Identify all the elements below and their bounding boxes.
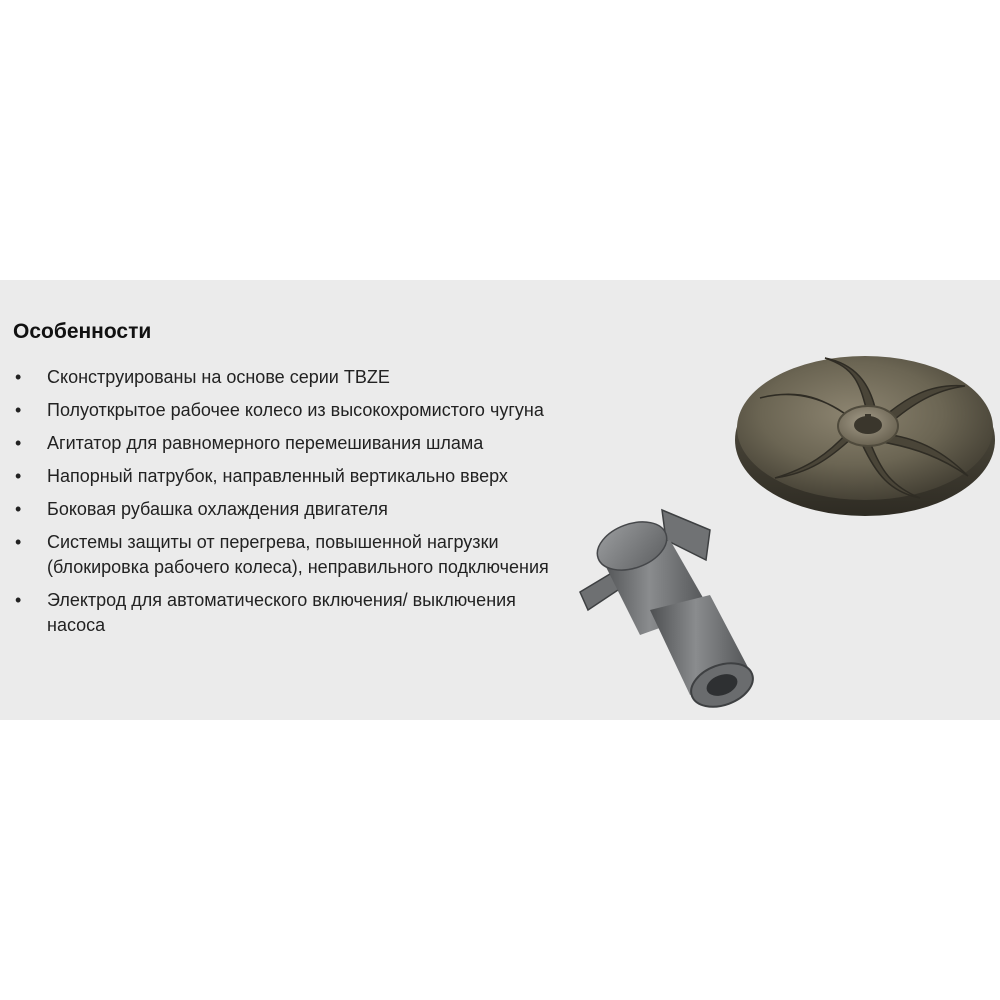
feature-text: Агитатор для равномерного перемешивания шлама bbox=[47, 433, 484, 453]
bullet-icon: • bbox=[15, 400, 22, 420]
feature-text: Сконструированы на основе серии TBZE bbox=[47, 367, 390, 387]
feature-item bbox=[0, 365, 560, 390]
bullet-icon: • bbox=[15, 499, 22, 519]
impeller-image bbox=[730, 328, 1000, 528]
feature-item bbox=[0, 431, 560, 456]
feature-item bbox=[0, 497, 560, 522]
feature-item bbox=[0, 464, 560, 489]
agitator-image bbox=[570, 500, 760, 710]
bullet-icon: • bbox=[15, 532, 22, 552]
bullet-icon: • bbox=[15, 433, 22, 453]
feature-text: Электрод для автоматического включения/ выключения насоса bbox=[47, 590, 516, 635]
feature-text: Напорный патрубок, направленный вертикально вверх bbox=[47, 466, 508, 486]
feature-text: Боковая рубашка охлаждения двигателя bbox=[47, 499, 388, 519]
feature-item bbox=[0, 398, 560, 423]
feature-text: Полуоткрытое рабочее колесо из высокохромистого чугуна bbox=[47, 400, 544, 420]
features-list bbox=[0, 365, 560, 646]
bullet-icon: • bbox=[15, 367, 22, 387]
feature-text: Системы защиты от перегрева, повышенной нагрузки (блокировка рабочего колеса), неправильного подключения bbox=[47, 532, 549, 577]
features-heading: Особенности bbox=[13, 320, 152, 343]
bullet-icon: • bbox=[15, 466, 22, 486]
feature-item bbox=[0, 588, 560, 638]
feature-item bbox=[0, 530, 560, 580]
bullet-icon: • bbox=[15, 590, 22, 610]
